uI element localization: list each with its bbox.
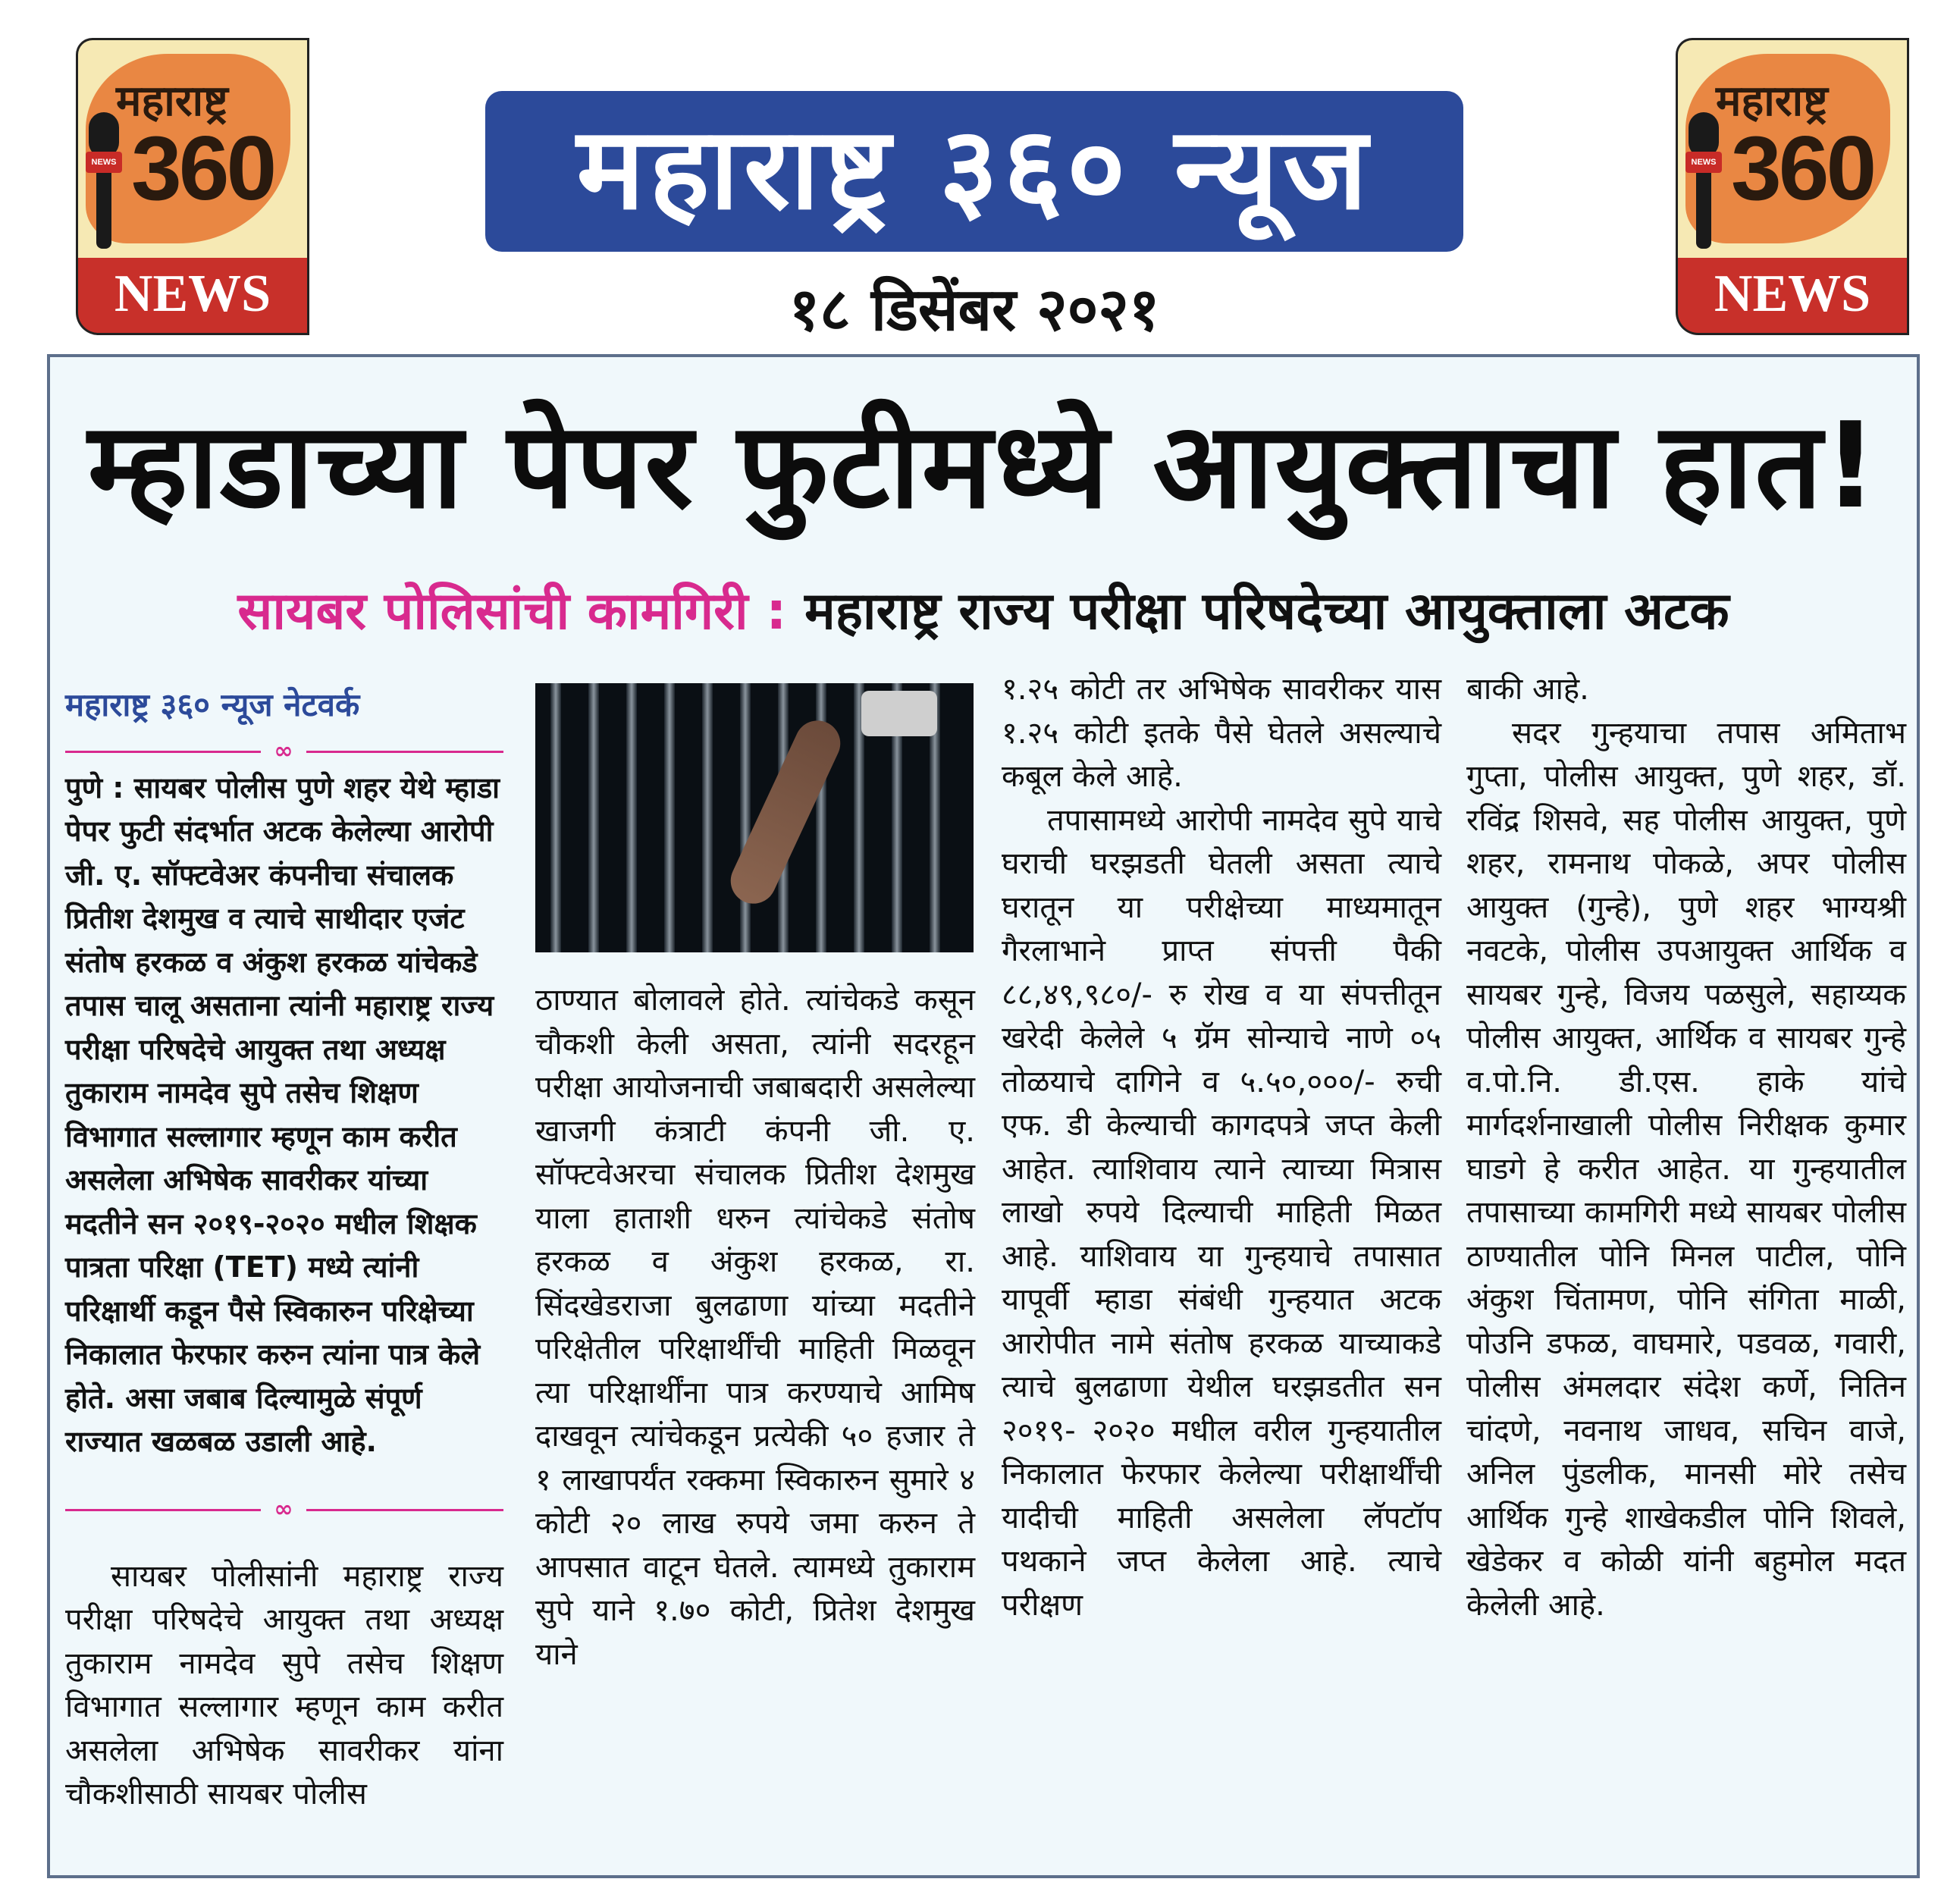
article-headline: म्हाडाच्या पेपर फुटीमध्ये आयुक्ताचा हात! [87, 397, 1880, 535]
logo-top-panel [1676, 38, 1909, 258]
lead-paragraph: पुणे : सायबर पोलीस पुणे शहर येथे म्हाडा पेपर फुटी संदर्भात अटक केलेल्या आरोपी जी. ए. सॉफ्टवेअर कंपनीचा संचालक प्रितीश देशमुख व त्याचे साथीदार एजंट संतोष हरकळ व अंकुश हरकळ यांचेकडे तपास चालू असताना त्यांनी महाराष्ट्र राज्य परीक्षा परिषदेचे आयुक्त तथा अध्यक्ष तुकाराम नामदेव सुपे तसेच शिक्षण विभागात सल्लागार म्हणून काम करीत असलेला अभिषेक सावरीकर यांच्या मदतीने सन २०१९-२०२० मधील शिक्षक पात्रता परिक्षा (TET) मध्ये त्यांनी परिक्षार्थी कडून पैसे स्विकारुन परिक्षेच्या निकालात फेरफार करुन त्यांना पात्र केले होते. असा जबाब दिल्यामुळे संपूर्ण राज्यात खळबळ उडाली आहे. [65, 770, 500, 1458]
logo-top-panel [76, 38, 309, 258]
divider-ornament [65, 1495, 503, 1525]
logo-bottom-label: NEWS [76, 258, 309, 335]
body-paragraph: सदर गुन्हयाचा तपास अमिताभ गुप्ता, पोलीस आयुक्त, पुणे शहर, डॉ. रविंद्र शिसवे, सह पोलीस आयुक्त, पुणे शहर, रामनाथ पोकळे, अपर पोलीस आयुक्त (गुन्हे), पुणे शहर भाग्यश्री नवटके, पोलीस उपआयुक्त आर्थिक व सायबर गुन्हे, विजय पळसुले, सहाय्यक पोलीस आयुक्त, आर्थिक व सायबर गुन्हे व.पो.नि. डी.एस. हाके यांचे मार्गदर्शनाखाली पोलीस निरीक्षक कुमार घाडगे हे करीत आहेत. या गुन्हयातील तपासाच्या कामगिरी मध्ये सायबर पोलीस ठाण्यातील पोनि मिनल पाटील, पोनि अंकुश चिंतामण, पोनि संगिता माळी, पोउनि डफळ, वाघमारे, पडवळ, गवारी, पोलीस अंमलदार संदेश कर्णे, नितिन चांदणे, नवनाथ जाधव, सचिन वाजे, अनिल पुंडलीक, मानसी मोरे तसेच आर्थिक गुन्हे शाखेकडील पोनि शिवले, खेडेकर व कोळी यांनी बहुमोल मदत केलेली आहे. [1466, 715, 1906, 1623]
byline: महाराष्ट्र ३६० न्यूज नेटवर्क [65, 686, 360, 723]
mic-badge: NEWS [86, 152, 122, 173]
subhead-kicker: सायबर पोलिसांची कामगिरी : [237, 582, 805, 641]
logo-left [76, 38, 309, 335]
article-subhead [50, 573, 1917, 644]
column-4 [1466, 668, 1906, 1627]
logo-line1: महाराष्ट्र [1716, 77, 1828, 126]
column-2 [535, 979, 975, 1677]
logo-line2: 360 [1731, 118, 1874, 219]
masthead-title: महाराष्ट्र ३६० न्यूज [485, 91, 1463, 252]
body-paragraph: तपासामध्ये आरोपी नामदेव सुपे याचे घराची घरझडती घेतली असता त्याचे घरातून या परीक्षेच्या माध्यमातून गैरलाभाने प्राप्त संपत्ती पैकी ८८,४९,९८०/- रु रोख व या संपत्तीतून खरेदी केलेले ५ ग्रॅम सोन्याचे नाणे ०५ तोळयाचे दागिने व ५.५०,०००/- रुची एफ. डी केल्याची कागदपत्रे जप्त केली आहेत. त्याशिवाय त्याने त्याच्या मित्रास लाखो रुपये दिल्याची माहिती मिळत आहे. याशिवाय या गुन्हयाचे तपासात यापूर्वी म्हाडा संबंधी गुन्हयात अटक आरोपीत नामे संतोष हरकळ याच्याकडे त्याचे बुलढाणा येथील घरझडतीत सन २०१९- २०२० मधील वरील गुन्हयातील निकालात फेरफार केलेल्या परीक्षार्थींची यादीची माहिती असलेला लॅपटॉप पथकाने जप्त केलेला आहे. त्याचे परीक्षण [1002, 802, 1441, 1623]
column-1 [65, 683, 503, 1817]
body-paragraph: १.२५ कोटी तर अभिषेक सावरीकर यास १.२५ कोटी इतके पैसे घेतले असल्याचे कबूल केले आहे. [1002, 672, 1441, 794]
microphone-icon [86, 112, 121, 241]
subhead-main: महाराष्ट्र राज्य परीक्षा परिषदेच्या आयुक्ताला अटक [804, 582, 1729, 641]
microphone-icon [1685, 112, 1720, 241]
edition-date: १८ डिसेंबर २०२१ [789, 276, 1160, 344]
logo-right [1676, 38, 1909, 335]
divider-ornament [65, 736, 503, 767]
logo-line1: महाराष्ट्र [116, 77, 228, 126]
article-box [47, 354, 1920, 1878]
mic-badge: NEWS [1685, 152, 1722, 173]
body-paragraph: ठाण्यात बोलावले होते. त्यांचेकडे कसून चौकशी केली असता, त्यांनी सदरहून परीक्षा आयोजनाची जबाबदारी असलेल्या खाजगी कंत्राटी कंपनी जी. ए. सॉफ्टवेअरचा संचालक प्रितीश देशमुख याला हाताशी धरुन त्यांचेकडे संतोष हरकळ व अंकुश हरकळ, रा. सिंदखेडराजा बुलढाणा यांच्या मदतीने परिक्षेतील परिक्षार्थींची माहिती मिळवून त्या परिक्षार्थींना पात्र करण्याचे आमिष दाखवून त्यांचेकडून प्रत्येकी ५० हजार ते १ लाखापर्यंत रक्कमा स्विकारुन सुमारे ४ कोटी २० लाख रुपये जमा करुन ते आपसात वाटून घेतले. त्यामध्ये तुकाराम सुपे याने १.७० कोटी, प्रितेश देशमुख याने [535, 983, 975, 1672]
logo-bottom-label: NEWS [1676, 258, 1909, 335]
logo-line2: 360 [131, 118, 274, 219]
body-paragraph: सायबर पोलीसांनी महाराष्ट्र राज्य परीक्षा परिषदेचे आयुक्त तथा अध्यक्ष तुकाराम नामदेव सुपे तसेच शिक्षण विभागात सल्लागार म्हणून काम करीत असलेला अभिषेक सावरीकर यांना चौकशीसाठी सायबर पोलीस [65, 1558, 503, 1811]
knot-icon: ∞ [261, 739, 306, 764]
body-paragraph: बाकी आहे. [1466, 672, 1589, 707]
jail-bars-photo [535, 683, 974, 952]
knot-icon: ∞ [261, 1498, 306, 1522]
column-3 [1002, 668, 1441, 1627]
